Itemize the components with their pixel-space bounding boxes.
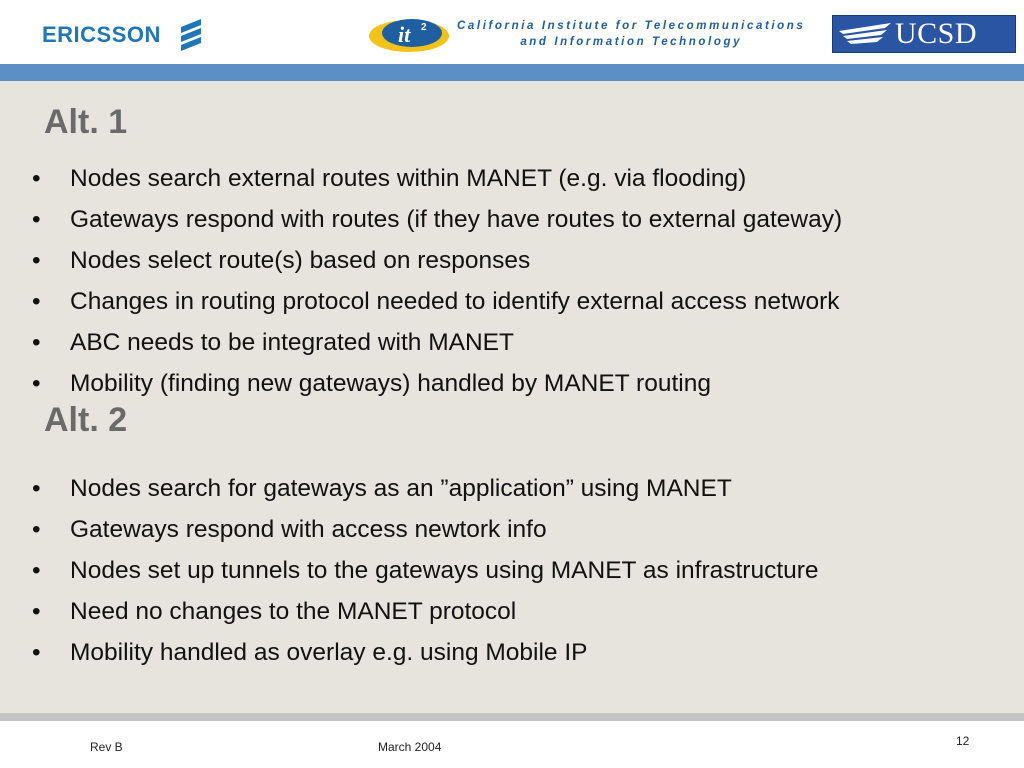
header-accent-bar [0,64,1024,81]
list-item: • Need no changes to the MANET protocol [30,591,819,632]
ucsd-trident-icon [837,17,893,51]
page-number: 12 [956,734,970,748]
list-item: • Nodes search for gateways as an ”application” using MANET [30,468,819,509]
calit2-line-1: California Institute for Telecommunications [457,20,806,32]
list-item: • Changes in routing protocol needed to identify external access network [30,281,842,322]
list-item: • Gateways respond with routes (if they have routes to external gateway) [30,199,842,240]
slide-content [0,81,1024,713]
list-item: • Mobility handled as overlay e.g. using Mobile IP [30,632,819,673]
calit2-line-2: and Information Technology [520,36,743,48]
list-item: • Nodes set up tunnels to the gateways using MANET as infrastructure [30,550,819,591]
footer-date: March 2004 [378,740,442,754]
list-item: • Nodes select route(s) based on responses [30,240,842,281]
bullet-list-alt2 [30,468,819,673]
bullet-list-alt1 [30,158,842,404]
list-item: • Gateways respond with access newtork info [30,509,819,550]
ucsd-wordmark: UCSD [895,17,978,50]
svg-text:it: it [398,22,411,47]
list-item: • ABC needs to be integrated with MANET [30,322,842,363]
ucsd-logo [832,15,1016,53]
ericsson-logo [42,20,205,50]
section-heading-alt2: Alt. 2 [44,401,128,439]
calit2-name [457,18,805,50]
footer-revision: Rev B [90,740,123,754]
list-item: • Nodes search external routes within MANET (e.g. via flooding) [30,158,842,199]
slide-header [0,0,1024,64]
calit2-logo [365,12,805,56]
section-heading-alt1: Alt. 1 [44,103,128,141]
slide-footer [0,721,1024,768]
svg-text:2: 2 [421,22,427,33]
list-item: • Mobility (finding new gateways) handled by MANET routing [30,363,842,404]
calit2-emblem-icon [365,12,453,56]
ericsson-mark-icon [177,18,205,52]
ericsson-wordmark: ERICSSON [42,22,161,47]
footer-divider [0,713,1024,721]
